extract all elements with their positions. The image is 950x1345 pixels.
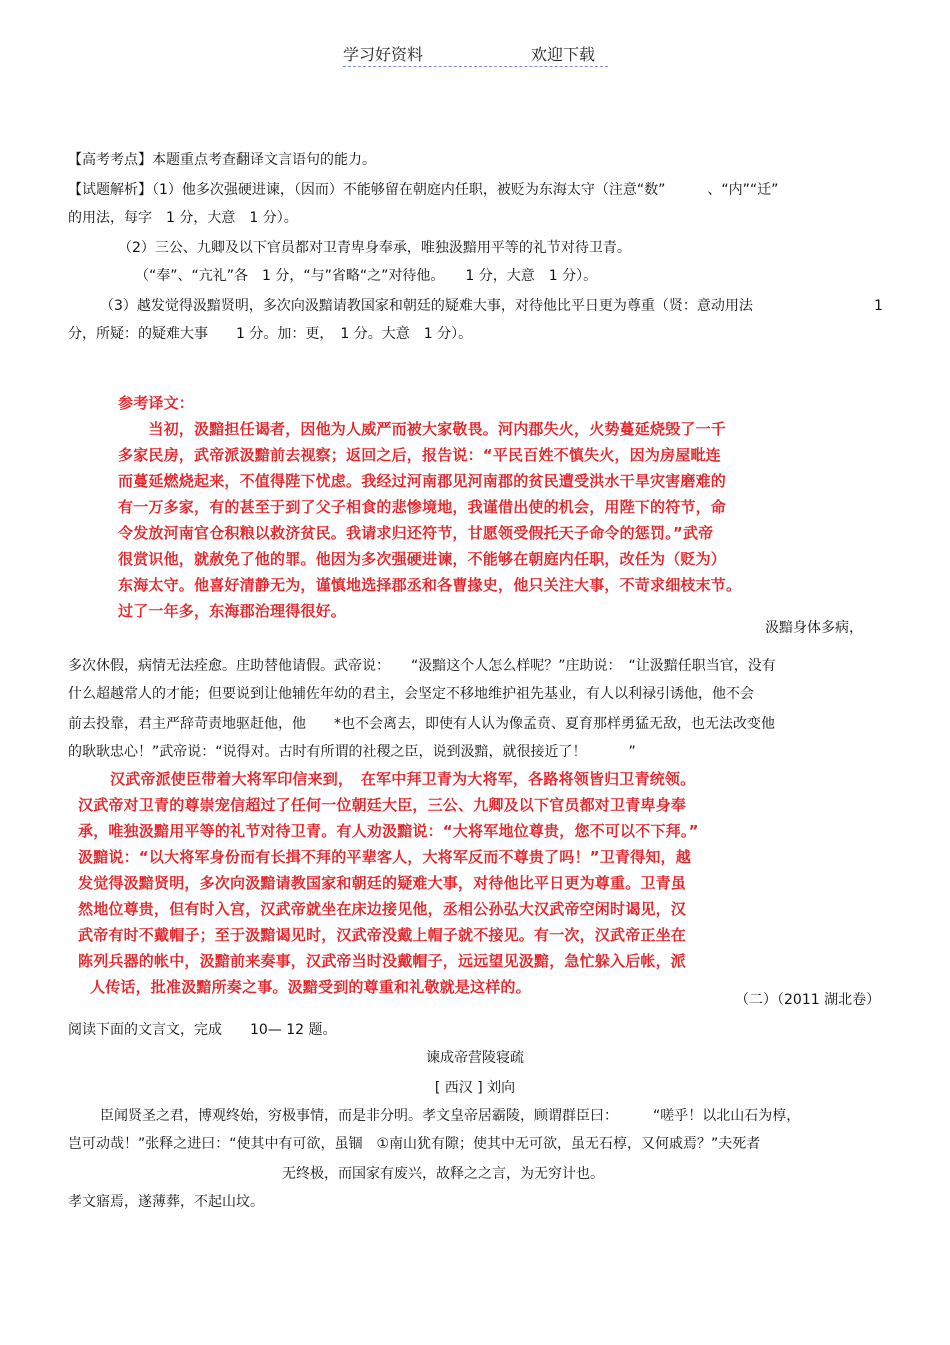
section-title: 谏成帝营陵寝疏 [426, 1050, 524, 1066]
translation-line: 令发放河南官仓积粮以救济贫民。我请求归还符节，甘愿领受假托天子命令的惩罚。”武帝 [118, 524, 714, 542]
page-header [343, 42, 608, 67]
analysis-line-1: 【试题解析】（1）他多次强硬进谏，（因而）不能够留在朝庭内任职，被贬为东海太守（注意“数” 、“内”“迁” [68, 182, 779, 198]
translation2-line: 然地位尊贵，但有时入宫，汉武帝就坐在床边接见他，丞相公孙弘大汉武帝空闲时谒见，汉 [78, 900, 687, 918]
body-line-5: 的耿耿忠心！”武帝说：“说得对。古时有所谓的社稷之臣，说到汲黯，就很接近了！ ” [68, 744, 636, 760]
translation-line: 当初，汲黯担任谒者，因他为人威严而被大家敬畏。河内郡失火，火势蔓延烧毁了一千 [118, 420, 727, 438]
analysis-line-3: （2）三公、九卿及以下官员都对卫青卑身奉承，唯独汲黯用平等的礼节对待卫青。 [118, 240, 631, 256]
analysis-line-5: （3）越发觉得汲黯贤明，多次向汲黯请教国家和朝廷的疑难大事，对待他比平日更为尊重（贤：意动用法 [100, 298, 753, 314]
translation-line: 很赏识他，就赦免了他的罪。他因为多次强硬进谏，不能够在朝庭内任职，改任为（贬为） [118, 550, 727, 568]
section-instruction: 阅读下面的文言文，完成 10— 12 题。 [68, 1022, 337, 1038]
analysis-line-4: （“奉”、“亢礼”各 1 分，“与”省略“之”对待他。 1 分，大意 1 分）。 [135, 268, 598, 284]
translation-label: 参考译文： [118, 394, 195, 412]
translation2-line: 武帝有时不戴帽子；至于汲黯谒见时，汉武帝没戴上帽子就不接见。有一次，汉武帝正坐在 [78, 926, 687, 944]
translation2-line: 陈列兵器的帐中，汲黯前来奏事，汉武帝当时没戴帽子，远远望见汲黯，急忙躲入后帐，派 [78, 952, 687, 970]
translation2-line: 承，唯独汲黯用平等的礼节对待卫青。有人劝汲黯说：“大将军地位尊贵，您不可以不下拜。” [78, 822, 699, 840]
analysis-line-2: 的用法，每字 1 分，大意 1 分）。 [68, 210, 298, 226]
translation-line: 东海太守。他喜好清静无为，谨慎地选择郡丞和各曹掾史，他只关注大事，不苛求细枝末节。 [118, 576, 742, 594]
section-source: （二）（2011 湖北卷） [735, 992, 881, 1008]
body-line-3: 什么超越常人的才能；但要说到让他辅佐年幼的君主，会坚定不移地维护祖先基业，有人以利禄引诱他，他不会 [68, 686, 754, 702]
header-right-text: 欢迎下载 [531, 45, 596, 64]
translation2-line: 汲黯说：“以大将军身份而有长揖不拜的平辈客人，大将军反而不尊贵了吗！”卫青得知，越 [78, 848, 691, 866]
body-line-4: 前去投靠，君主严辞苛责地驱赶他，他 *也不会离去，即使有人认为像孟贲、夏育那样勇猛无敌，也无法改变他 [68, 716, 775, 732]
translation-line: 多家民房，武帝派汲黯前去视察；返回之后，报告说：“平民百姓不慎失火，因为房屋毗连 [118, 446, 721, 464]
translation2-line: 汉武帝派使臣带着大将军印信来到， 在军中拜卫青为大将军，各路将领皆归卫青统领。 [110, 770, 696, 788]
section-author: [ 西汉 ] 刘向 [434, 1080, 516, 1096]
analysis-line-5-end: 1 [874, 298, 883, 314]
translation-line: 而蔓延燃烧起来，不值得陛下忧虑。我经过河南郡见河南郡的贫民遭受洪水干旱灾害磨难的 [118, 472, 727, 490]
analysis-line-6: 分，所疑：的疑难大事 1 分。加：更， 1 分。大意 1 分）。 [68, 326, 473, 342]
body-line-1: 汲黯身体多病， [765, 620, 863, 636]
translation2-line: 人传话，批准汲黯所奏之事。汲黯受到的尊重和礼敬就是这样的。 [90, 978, 531, 996]
classical-line-4: 孝文寤焉，遂薄葬，不起山坟。 [68, 1194, 264, 1210]
body-line-2: 多次休假，病情无法痊愈。庄助替他请假。武帝说： “汲黯这个人怎么样呢？”庄助说： “让汲黯任职当官，没有 [68, 658, 776, 674]
classical-line-2: 岂可动哉！”张释之进曰：“使其中有可欲，虽锢 ①南山犹有隙；使其中无可欲，虽无石椁，又何戚焉？”夫死者 [68, 1136, 761, 1152]
classical-line-3: 无终极，而国家有废兴，故释之之言，为无穷计也。 [282, 1166, 604, 1182]
translation-line: 过了一年多，东海郡治理得很好。 [118, 602, 347, 620]
classical-line-1: 臣闻贤圣之君，博观终始，穷极事情，而是非分明。孝文皇帝居霸陵，顾谓群臣曰： “嗟乎！以北山石为椁， [100, 1108, 801, 1124]
translation-line: 有一万多家，有的甚至于到了父子相食的悲惨境地，我谨借出使的机会，用陛下的符节，命 [118, 498, 727, 516]
exam-point-line: 【高考考点】本题重点考查翻译文言语句的能力。 [68, 152, 376, 168]
translation2-line: 汉武帝对卫青的尊崇宠信超过了任何一位朝廷大臣，三公、九卿及以下官员都对卫青卑身奉 [78, 796, 687, 814]
header-left-text: 学习好资料 [343, 45, 424, 64]
translation2-line: 发觉得汲黯贤明，多次向汲黯请教国家和朝廷的疑难大事，对待他比平日更为尊重。卫青虽 [78, 874, 687, 892]
